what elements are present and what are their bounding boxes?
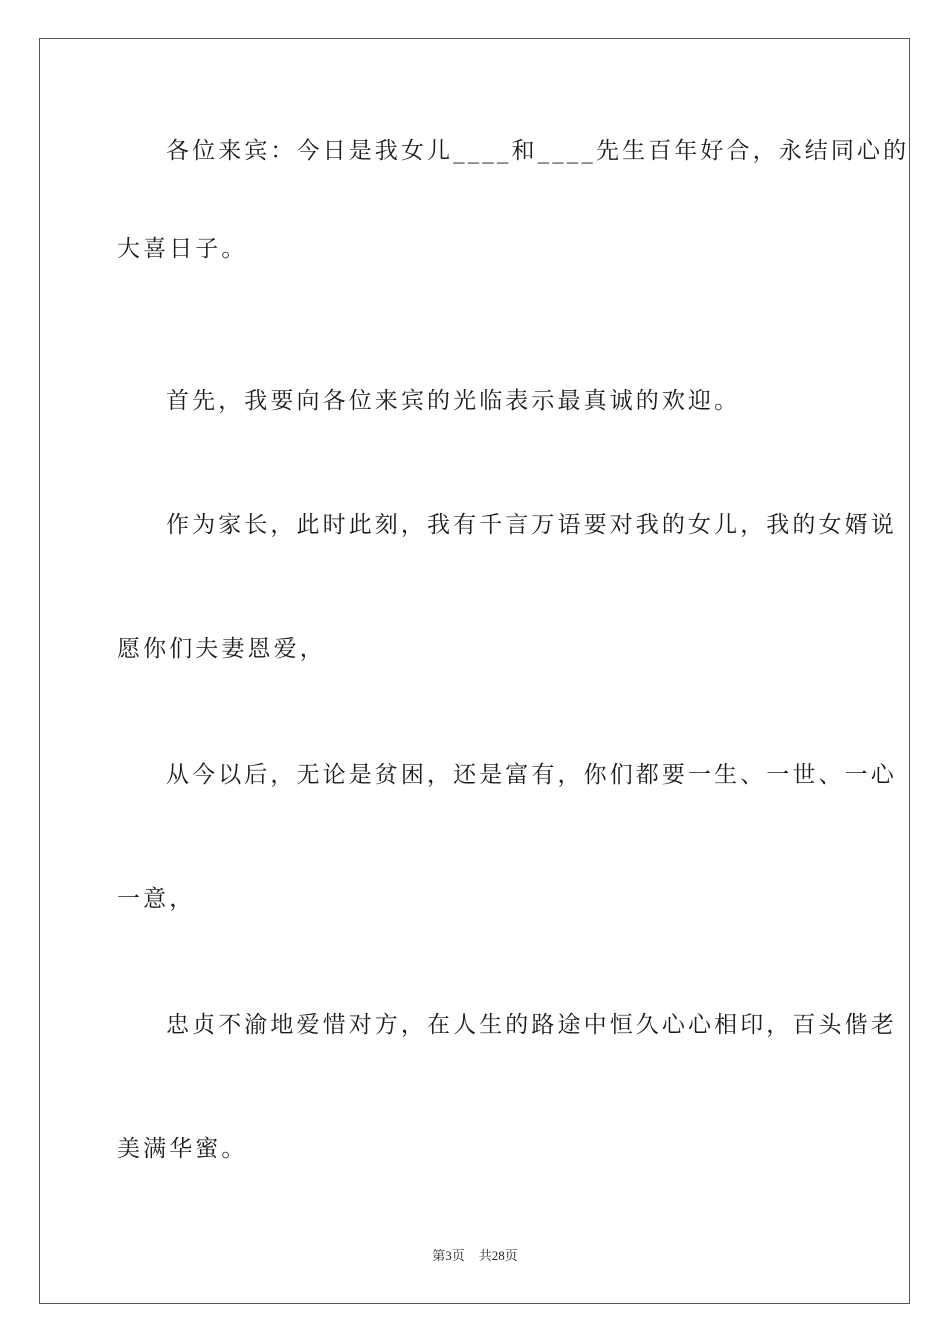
total-pages: 共28页: [478, 1248, 518, 1263]
paragraph-line-2: 大喜日子。: [117, 236, 248, 262]
paragraph-line-3: 首先，我要向各位来宾的光临表示最真诚的欢迎。: [166, 388, 741, 414]
paragraph-line-6: 从今以后，无论是贫困，还是富有，你们都要一生、一世、一心: [166, 762, 897, 788]
paragraph-line-7: 一意，: [117, 886, 196, 912]
page-number: 第3页: [432, 1248, 465, 1263]
paragraph-line-5: 愿你们夫妻恩爱，: [117, 636, 326, 662]
paragraph-line-4: 作为家长，此时此刻，我有千言万语要对我的女儿，我的女婿说: [166, 512, 897, 538]
paragraph-line-8: 忠贞不渝地爱惜对方，在人生的路途中恒久心心相印，百头偕老: [166, 1012, 897, 1038]
paragraph-line-1: 各位来宾：今日是我女儿____和____先生百年好合，永结同心的: [166, 138, 910, 164]
page-border: [39, 38, 910, 1304]
paragraph-line-9: 美满华蜜。: [117, 1136, 248, 1162]
page-footer: [0, 1247, 950, 1266]
